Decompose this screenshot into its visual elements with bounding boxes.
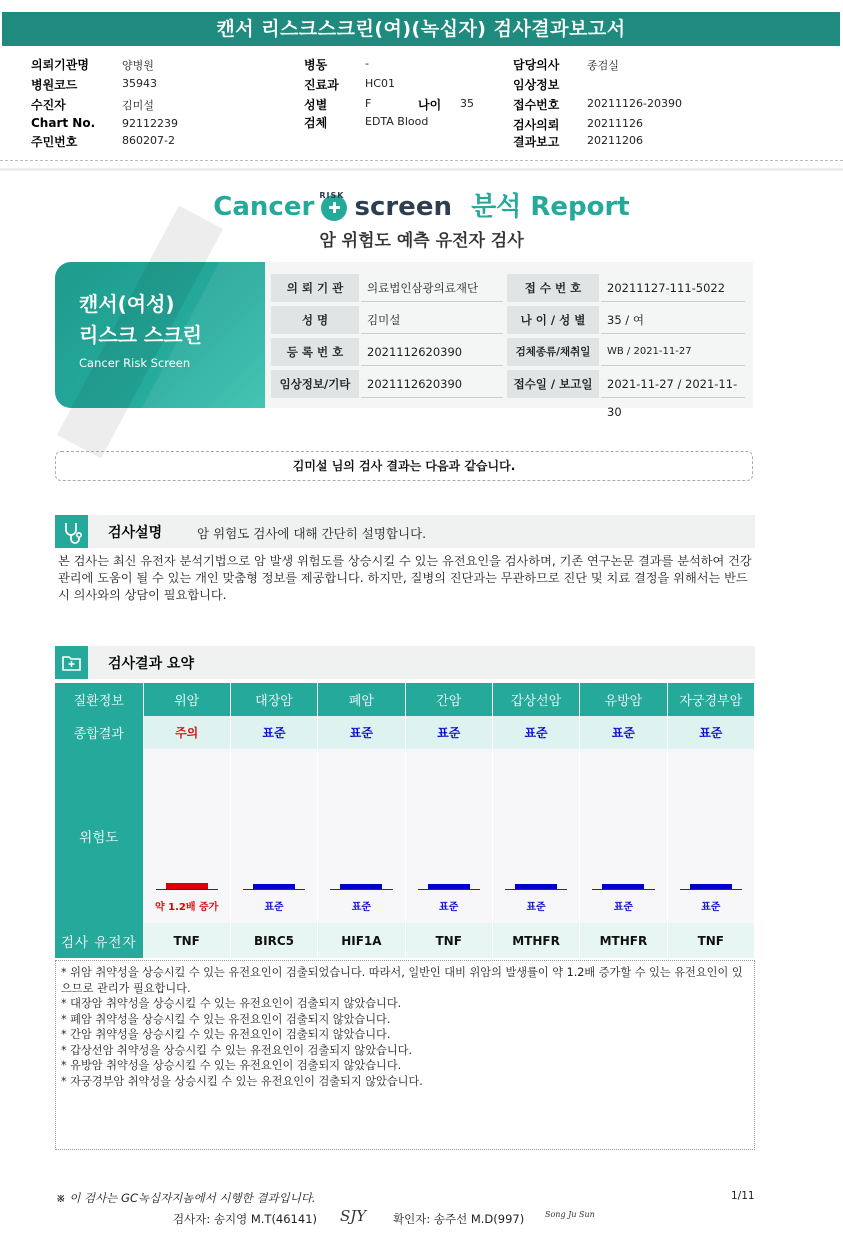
report-title: 캔서 리스크스크린(여)(녹십자) 검사결과보고서 — [2, 12, 840, 46]
card-row — [271, 306, 747, 337]
gene-name: MTHFR — [492, 923, 579, 958]
medical-folder-icon — [55, 646, 88, 679]
card-label: 접 수 번 호 — [507, 274, 599, 302]
disease-name: 폐암 — [318, 683, 405, 716]
note-item: * 간암 취약성을 상승시킬 수 있는 유전요인이 검출되지 않았습니다. — [61, 1028, 391, 1041]
risk-cell — [143, 749, 230, 923]
risk-label: 표준 — [439, 902, 459, 913]
page-subtitle: 암 위험도 예측 유전자 검사 — [319, 231, 524, 251]
section-description: 암 위험도 검사에 대해 간단히 설명합니다. — [197, 526, 427, 541]
header-value: F — [365, 97, 372, 110]
risk-row — [55, 749, 755, 923]
risk-bar — [340, 884, 382, 889]
disease-name: 대장암 — [230, 683, 317, 716]
gene-name: TNF — [143, 923, 230, 958]
header-value: 20211126-20390 — [587, 97, 682, 110]
gene-name: HIF1A — [318, 923, 405, 958]
brand-screen: screen — [354, 192, 452, 222]
header-value: - — [365, 57, 369, 70]
header-label: 성별 — [304, 98, 328, 112]
card-label: 성 명 — [271, 306, 359, 334]
result-row — [55, 716, 755, 749]
card-title: 캔서(여성) — [79, 292, 175, 316]
explain-body: 본 검사는 최신 유전자 분석기법으로 암 발생 위험도를 상승시킬 수 있는 유전요인을 검사하며, 기존 연구논문 결과를 분석하여 건강 관리에 도움이 될 수 있는 개인 맞춤형 정보를 제공합니다. 하지만, 질병의 진단과는 무관하므로 진단 및 치료 결정을 위해서는 반드시 의사와의 상담이 필요합니다. — [58, 554, 752, 602]
gene-name: BIRC5 — [230, 923, 317, 958]
note-item: * 대장암 취약성을 상승시킬 수 있는 유전요인이 검출되지 않았습니다. — [61, 997, 402, 1010]
gene-name: TNF — [667, 923, 754, 958]
header-label: 접수번호 — [513, 98, 560, 112]
header-value: 김미설 — [122, 99, 154, 112]
card-row — [271, 274, 747, 305]
card-value: 2021112620390 — [361, 370, 503, 398]
card-title-en: Cancer Risk Screen — [79, 356, 191, 370]
divider — [0, 168, 843, 171]
risk-bar — [515, 884, 557, 889]
gene-name: TNF — [405, 923, 492, 958]
card-value: WB / 2021-11-27 — [601, 338, 745, 366]
brand-risk: RISK — [319, 191, 345, 200]
risk-cell — [492, 749, 579, 923]
header-value: 20211126 — [587, 117, 643, 130]
explain-section-header — [55, 515, 755, 548]
risk-label: 표준 — [351, 902, 372, 913]
card-value: 2021-11-27 / 2021-11-30 — [601, 370, 745, 398]
header-value: 860207-2 — [122, 134, 175, 147]
summary-section-header — [55, 646, 755, 679]
tester-name: 검사자: 송지영 M.T(46141) — [173, 1212, 317, 1226]
patient-header — [0, 56, 843, 156]
note-item: * 위암 취약성을 상승시킬 수 있는 유전요인이 검출되었습니다. 따라서, 일반인 대비 위암의 발생률이 약 1.2배 증가할 수 있는 유전요인이 있으므로 관리가 필요합니다. — [61, 966, 743, 995]
page-number: 1/11 — [731, 1190, 755, 1202]
card-value: 20211127-111-5022 — [601, 274, 745, 302]
header-label: 담당의사 — [513, 58, 560, 72]
card-label: 의 뢰 기 관 — [271, 274, 359, 302]
header-value: 92112239 — [122, 117, 178, 130]
disease-name: 유방암 — [580, 683, 667, 716]
confirmer-name: 확인자: 송주선 M.D(997) — [393, 1212, 525, 1226]
row-label: 위험도 — [55, 749, 143, 923]
footer-note: ※ 이 검사는 GC녹십자지놈에서 시행한 결과입니다. — [56, 1191, 316, 1205]
result-value: 표준 — [667, 716, 754, 749]
result-value: 표준 — [580, 716, 667, 749]
header-value: EDTA Blood — [365, 115, 429, 128]
header-value: 20211206 — [587, 134, 643, 147]
results-table — [55, 683, 755, 958]
card-label: 등 록 번 호 — [271, 338, 359, 366]
row-label: 질환정보 — [55, 683, 143, 716]
header-label: 의뢰기관명 — [31, 58, 89, 72]
ribbon-icon: ✚ RISK — [321, 195, 347, 221]
card-banner — [55, 262, 265, 408]
risk-cell — [580, 749, 667, 923]
header-label: 수진자 — [31, 98, 66, 112]
risk-cell — [230, 749, 317, 923]
card-row — [271, 338, 747, 369]
risk-label: 표준 — [613, 902, 634, 913]
risk-label: 표준 — [526, 902, 546, 913]
card-value: 35 / 여 — [601, 306, 745, 334]
card-label: 나 이 / 성 별 — [507, 306, 599, 334]
greeting-banner: 김미설 님의 검사 결과는 다음과 같습니다. — [55, 451, 753, 481]
card-value: 2021112620390 — [361, 338, 503, 366]
row-label: 검사 유전자 — [55, 923, 143, 958]
header-value: 35 — [460, 97, 474, 110]
header-label: 임상정보 — [513, 78, 560, 92]
divider — [0, 160, 843, 161]
risk-label: 약 1.2배 증가 — [155, 902, 219, 913]
card-label: 접수일 / 보고일 — [507, 370, 599, 398]
gene-name: MTHFR — [580, 923, 667, 958]
disease-name: 간암 — [405, 683, 492, 716]
risk-cell — [667, 749, 754, 923]
header-label: 검사의뢰 — [513, 118, 560, 132]
section-title: 검사결과 요약 — [108, 656, 195, 672]
note-item: * 갑상선암 취약성을 상승시킬 수 있는 유전요인이 검출되지 않았습니다. — [61, 1043, 413, 1057]
header-label: 결과보고 — [513, 135, 560, 149]
info-card — [55, 262, 753, 419]
card-value: 의료법인삼광의료재단 — [361, 274, 503, 302]
header-label: 검체 — [304, 116, 328, 130]
result-value: 표준 — [405, 716, 492, 749]
risk-bar — [428, 884, 470, 889]
disease-name: 위암 — [143, 683, 230, 716]
header-label: 진료과 — [304, 78, 339, 92]
header-value: 35943 — [122, 77, 157, 90]
brand-analysis: 분석 Report — [471, 192, 630, 222]
header-value: HC01 — [365, 77, 395, 90]
tester-signature: SJY — [340, 1207, 367, 1225]
note-item: * 유방암 취약성을 상승시킬 수 있는 유전요인이 검출되지 않았습니다. — [61, 1059, 402, 1072]
result-value: 표준 — [318, 716, 405, 749]
header-label: 병동 — [304, 58, 328, 72]
header-value: 양병원 — [122, 59, 154, 72]
risk-cell — [405, 749, 492, 923]
card-label: 검체종류/채취일 — [507, 338, 599, 366]
result-value: 표준 — [230, 716, 317, 749]
confirmer-signature: Song Ju Sun — [545, 1210, 595, 1219]
risk-cell — [318, 749, 405, 923]
risk-bar — [253, 884, 295, 889]
disease-name: 갑상선암 — [492, 683, 579, 716]
disease-name: 자궁경부암 — [667, 683, 754, 716]
disease-row — [55, 683, 755, 716]
row-label: 종합결과 — [55, 716, 143, 749]
brand-logo — [0, 186, 843, 226]
card-row — [271, 370, 747, 419]
risk-label: 표준 — [701, 902, 721, 913]
result-notes — [55, 960, 755, 1150]
stethoscope-icon — [55, 515, 88, 548]
risk-label: 표준 — [264, 902, 284, 913]
risk-bar — [166, 883, 208, 889]
risk-bar — [690, 884, 732, 889]
header-label: 주민번호 — [31, 135, 78, 149]
section-title: 검사설명 — [108, 525, 163, 541]
brand-cancer: Cancer — [213, 192, 315, 222]
card-title: 리스크 스크린 — [79, 323, 202, 347]
header-value: 종검실 — [587, 59, 619, 72]
header-label: 나이 — [418, 98, 442, 112]
result-value: 표준 — [492, 716, 579, 749]
risk-bar — [602, 884, 644, 889]
result-value: 주의 — [143, 716, 230, 749]
header-label: Chart No. — [31, 116, 96, 130]
card-label: 임상정보/기타 — [271, 370, 359, 398]
header-label: 병원코드 — [31, 78, 78, 92]
note-item: * 폐암 취약성을 상승시킬 수 있는 유전요인이 검출되지 않았습니다. — [61, 1012, 391, 1026]
note-item: * 자궁경부암 취약성을 상승시킬 수 있는 유전요인이 검출되지 않았습니다. — [61, 1074, 423, 1088]
card-value: 김미설 — [361, 306, 503, 334]
gene-row — [55, 923, 755, 958]
